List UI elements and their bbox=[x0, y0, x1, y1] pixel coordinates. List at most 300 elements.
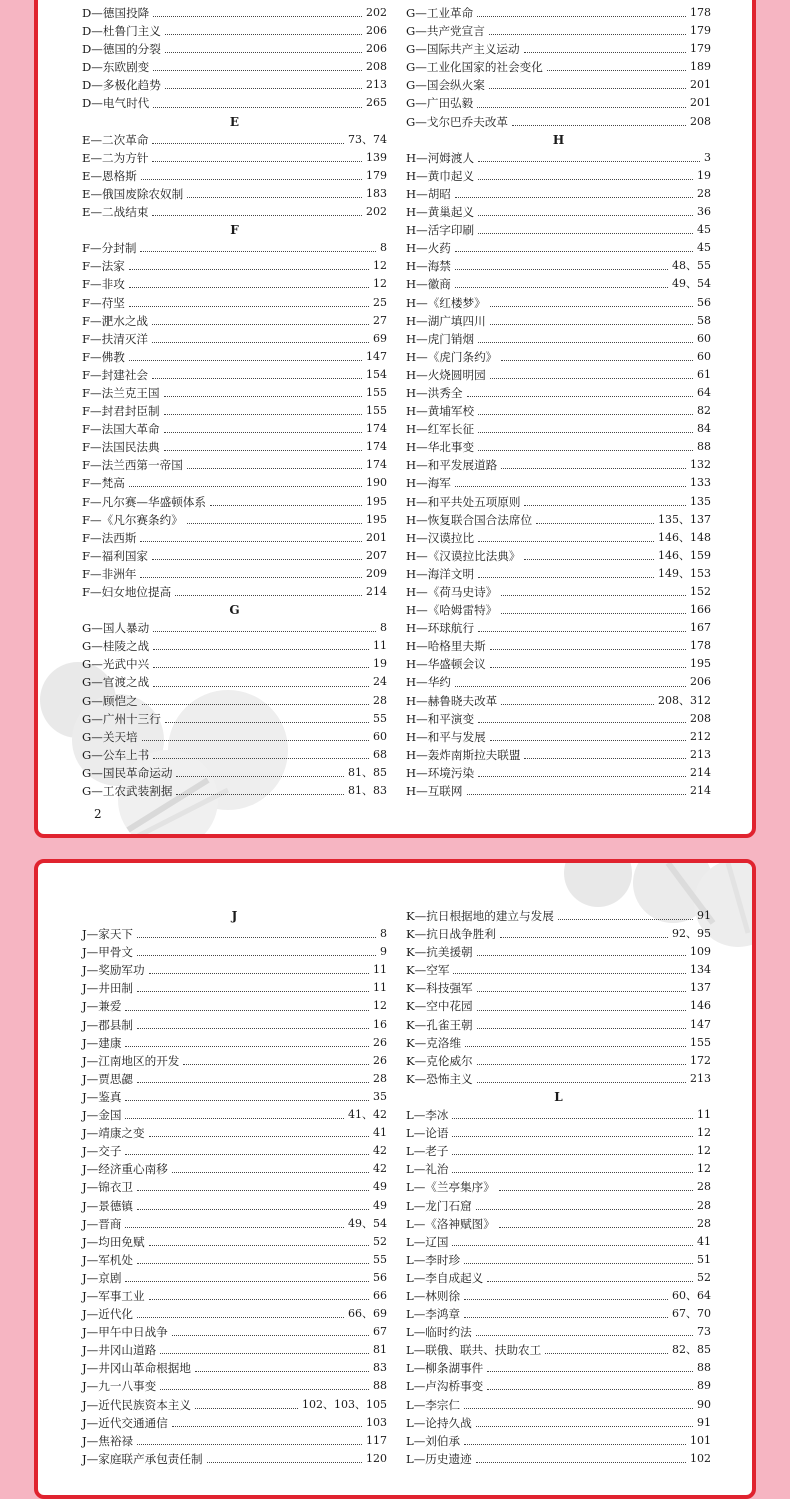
index-entry bbox=[406, 601, 711, 619]
index-term: G—工农武装割据 bbox=[82, 784, 173, 799]
dot-leader bbox=[140, 576, 362, 578]
index-term: H—黄埔军校 bbox=[406, 404, 475, 419]
page-reference: 179 bbox=[690, 42, 711, 56]
dot-leader bbox=[183, 1063, 369, 1065]
page-reference: 24 bbox=[373, 675, 387, 689]
dot-leader bbox=[452, 1117, 693, 1119]
index-entry bbox=[406, 1269, 711, 1287]
index-entry bbox=[82, 149, 387, 167]
page-reference: 28 bbox=[697, 186, 711, 200]
page-reference: 41 bbox=[373, 1126, 387, 1140]
index-term: J—九一八事变 bbox=[82, 1379, 157, 1394]
dot-leader bbox=[477, 1027, 686, 1029]
page-reference: 146、159 bbox=[658, 548, 711, 562]
page-reference: 19 bbox=[697, 168, 711, 182]
dot-leader bbox=[476, 1334, 693, 1336]
index-term: H—赫鲁晓夫改革 bbox=[406, 693, 498, 708]
index-term: G—光武中兴 bbox=[82, 657, 150, 672]
index-term: K—恐怖主义 bbox=[406, 1071, 473, 1086]
index-entry bbox=[406, 746, 711, 764]
index-term: D—电气时代 bbox=[82, 96, 150, 111]
index-term: F—法兰克王国 bbox=[82, 385, 160, 400]
index-term: J—焦裕禄 bbox=[82, 1433, 134, 1448]
dot-leader bbox=[153, 69, 362, 71]
page-reference: 214 bbox=[690, 784, 711, 798]
page-reference: 146、148 bbox=[658, 530, 711, 544]
dot-leader bbox=[489, 87, 686, 89]
dot-leader bbox=[137, 1262, 369, 1264]
index-term: H—华盛顿会议 bbox=[406, 657, 486, 672]
index-entry bbox=[82, 330, 387, 348]
dot-leader bbox=[149, 1244, 369, 1246]
page-reference: 195 bbox=[690, 657, 711, 671]
page-reference: 208 bbox=[690, 711, 711, 725]
index-term: J—井冈山道路 bbox=[82, 1343, 157, 1358]
index-entry bbox=[82, 1034, 387, 1052]
index-term: J—家天下 bbox=[82, 927, 134, 942]
page-reference: 45 bbox=[697, 223, 711, 237]
index-term: D—多极化趋势 bbox=[82, 78, 161, 93]
index-entry bbox=[82, 1359, 387, 1377]
index-term: H—和平发展道路 bbox=[406, 458, 498, 473]
page-reference: 167 bbox=[690, 621, 711, 635]
page-reference: 214 bbox=[690, 765, 711, 779]
page-reference: 55 bbox=[373, 711, 387, 725]
index-entry bbox=[82, 511, 387, 529]
page-reference: 206 bbox=[690, 675, 711, 689]
dot-leader bbox=[137, 1027, 369, 1029]
index-entry bbox=[406, 221, 711, 239]
index-term: L—《洛神赋图》 bbox=[406, 1216, 495, 1231]
page-reference: 89 bbox=[697, 1379, 711, 1393]
dot-leader bbox=[487, 1370, 693, 1372]
dot-leader bbox=[164, 431, 362, 433]
index-term: D—德国投降 bbox=[82, 6, 150, 20]
index-entry bbox=[406, 149, 711, 167]
index-entry bbox=[406, 493, 711, 511]
dot-leader bbox=[501, 594, 686, 596]
page-reference: 12 bbox=[697, 1144, 711, 1158]
index-term: F—福利国家 bbox=[82, 548, 149, 563]
dot-leader bbox=[455, 286, 668, 288]
page-reference: 81、85 bbox=[348, 765, 387, 779]
dot-leader bbox=[464, 1443, 686, 1445]
index-term: F—苻坚 bbox=[82, 295, 125, 310]
index-entry bbox=[406, 1414, 711, 1432]
index-entry bbox=[82, 94, 387, 112]
page-reference: 178 bbox=[690, 639, 711, 653]
page-reference: 35 bbox=[373, 1089, 387, 1103]
index-entry bbox=[82, 348, 387, 366]
dot-leader bbox=[501, 359, 693, 361]
index-term: L—历史遗迹 bbox=[406, 1451, 472, 1466]
index-term: K—抗日根据地的建立与发展 bbox=[406, 909, 554, 923]
page-reference: 92、95 bbox=[672, 927, 711, 941]
dot-leader bbox=[152, 214, 362, 216]
page-reference: 19 bbox=[373, 657, 387, 671]
page-reference: 12 bbox=[373, 259, 387, 273]
page-reference: 28 bbox=[697, 1198, 711, 1212]
index-term: K—克伦威尔 bbox=[406, 1053, 473, 1068]
index-entry bbox=[82, 257, 387, 275]
page-reference: 42 bbox=[373, 1162, 387, 1176]
index-term: H—互联网 bbox=[406, 784, 463, 799]
index-entry bbox=[82, 746, 387, 764]
index-entry bbox=[82, 167, 387, 185]
index-term: H—汉谟拉比 bbox=[406, 530, 475, 545]
page-reference: 201 bbox=[366, 530, 387, 544]
page-reference: 60 bbox=[697, 349, 711, 363]
dot-leader bbox=[172, 1171, 369, 1173]
index-entry bbox=[406, 673, 711, 691]
index-entry bbox=[82, 1016, 387, 1034]
index-entry bbox=[406, 40, 711, 58]
dot-leader bbox=[478, 178, 693, 180]
page-reference: 109 bbox=[690, 945, 711, 959]
index-entry bbox=[82, 1106, 387, 1124]
index-term: G—官渡之战 bbox=[82, 675, 150, 690]
page-reference: 49、54 bbox=[672, 277, 711, 291]
index-term: H—海禁 bbox=[406, 259, 451, 274]
index-term: L—辽国 bbox=[406, 1234, 449, 1249]
dot-leader bbox=[176, 793, 344, 795]
page-reference: 201 bbox=[690, 96, 711, 110]
index-entry bbox=[82, 1070, 387, 1088]
dot-leader bbox=[478, 232, 693, 234]
page-reference: 66 bbox=[373, 1288, 387, 1302]
dot-leader bbox=[490, 377, 693, 379]
dot-leader bbox=[478, 775, 686, 777]
index-entry bbox=[406, 474, 711, 492]
index-entry bbox=[82, 925, 387, 943]
page-reference: 88 bbox=[373, 1379, 387, 1393]
index-entry bbox=[406, 366, 711, 384]
page-reference: 155 bbox=[690, 1035, 711, 1049]
index-entry bbox=[82, 384, 387, 402]
letter-section-header: H bbox=[552, 132, 565, 147]
page-reference: 147 bbox=[690, 1017, 711, 1031]
index-column-right bbox=[406, 4, 711, 800]
index-term: G—关天培 bbox=[82, 729, 138, 744]
dot-leader bbox=[137, 936, 376, 938]
index-term: H—河姆渡人 bbox=[406, 150, 475, 165]
dot-leader bbox=[187, 467, 362, 469]
index-entry bbox=[82, 1215, 387, 1233]
dot-leader bbox=[558, 918, 693, 920]
dot-leader bbox=[524, 558, 654, 560]
index-term: E—二为方针 bbox=[82, 150, 149, 165]
index-entry bbox=[82, 943, 387, 961]
index-term: K—空中花园 bbox=[406, 999, 473, 1014]
dot-leader bbox=[477, 106, 686, 108]
index-entry bbox=[82, 710, 387, 728]
page-reference: 213 bbox=[690, 747, 711, 761]
index-entry bbox=[406, 185, 711, 203]
index-entry bbox=[82, 438, 387, 456]
page-reference: 206 bbox=[366, 42, 387, 56]
index-column-left bbox=[82, 907, 387, 1468]
page-reference: 202 bbox=[366, 6, 387, 19]
page-reference: 189 bbox=[690, 60, 711, 74]
dot-leader bbox=[137, 1081, 369, 1083]
dot-leader bbox=[489, 33, 686, 35]
index-term: L—李宗仁 bbox=[406, 1397, 461, 1412]
dot-leader bbox=[477, 1081, 686, 1083]
page-reference: 42 bbox=[373, 1144, 387, 1158]
page-reference: 49 bbox=[373, 1180, 387, 1194]
page-reference: 8 bbox=[380, 621, 387, 635]
index-term: L—李冰 bbox=[406, 1108, 449, 1123]
index-term: G—桂陵之战 bbox=[82, 639, 150, 654]
page-reference: 195 bbox=[366, 512, 387, 526]
index-term: L—李时珍 bbox=[406, 1252, 461, 1267]
index-term: J—鉴真 bbox=[82, 1089, 122, 1104]
index-entry bbox=[82, 547, 387, 565]
page-reference: 16 bbox=[373, 1017, 387, 1031]
dot-leader bbox=[467, 395, 694, 397]
page-reference: 212 bbox=[690, 729, 711, 743]
page-reference: 12 bbox=[373, 277, 387, 291]
page-reference: 209 bbox=[366, 566, 387, 580]
index-term: F—法国民法典 bbox=[82, 440, 160, 455]
dot-leader bbox=[125, 1226, 344, 1228]
dot-leader bbox=[152, 341, 369, 343]
index-entry bbox=[406, 619, 711, 637]
index-term: H—洪秀全 bbox=[406, 385, 463, 400]
page-reference: 36 bbox=[697, 205, 711, 219]
index-term: H—《荷马史诗》 bbox=[406, 585, 498, 599]
dot-leader bbox=[137, 1189, 369, 1191]
index-term: G—戈尔巴乔夫改革 bbox=[406, 114, 509, 129]
dot-leader bbox=[545, 1352, 668, 1354]
index-term: F—凡尔赛—华盛顿体系 bbox=[82, 494, 206, 509]
index-term: G—工业化国家的社会变化 bbox=[406, 60, 543, 75]
dot-leader bbox=[165, 51, 362, 53]
dot-leader bbox=[152, 377, 362, 379]
index-term: H—《虎门条约》 bbox=[406, 349, 498, 364]
index-entry bbox=[82, 239, 387, 257]
dot-leader bbox=[153, 630, 376, 632]
page-reference: 8 bbox=[380, 927, 387, 941]
dot-leader bbox=[490, 739, 686, 741]
index-entry bbox=[406, 1341, 711, 1359]
index-entry bbox=[82, 366, 387, 384]
index-entry bbox=[406, 275, 711, 293]
index-term: F—法家 bbox=[82, 259, 125, 274]
dot-leader bbox=[165, 33, 362, 35]
index-term: E—二战结束 bbox=[82, 205, 149, 220]
index-term: L—李自成起义 bbox=[406, 1270, 484, 1285]
page-reference: 88 bbox=[697, 1361, 711, 1375]
index-term: H—恢复联合国合法席位 bbox=[406, 512, 533, 527]
page-reference: 149、153 bbox=[658, 566, 711, 580]
dot-leader bbox=[125, 1117, 344, 1119]
page-reference: 214 bbox=[366, 585, 387, 598]
index-entry bbox=[406, 1106, 711, 1124]
index-entry bbox=[82, 1197, 387, 1215]
index-entry bbox=[82, 728, 387, 746]
index-term: H—火药 bbox=[406, 241, 451, 256]
index-term: H—黄巾起义 bbox=[406, 168, 475, 183]
page-reference: 132 bbox=[690, 458, 711, 472]
page-reference: 208 bbox=[366, 60, 387, 74]
index-entry bbox=[406, 1233, 711, 1251]
page-reference: 41、42 bbox=[348, 1108, 387, 1122]
page-reference: 82、85 bbox=[672, 1343, 711, 1357]
index-term: L—刘伯承 bbox=[406, 1433, 461, 1448]
index-term: L—论语 bbox=[406, 1126, 449, 1141]
dot-leader bbox=[152, 323, 369, 325]
index-entry bbox=[82, 1142, 387, 1160]
page-reference: 11 bbox=[373, 963, 387, 977]
index-entry bbox=[406, 1396, 711, 1414]
dot-leader bbox=[465, 1045, 686, 1047]
dot-leader bbox=[137, 990, 369, 992]
index-entry bbox=[406, 728, 711, 746]
index-term: J—家庭联产承包责任制 bbox=[82, 1451, 203, 1466]
dot-leader bbox=[153, 648, 369, 650]
letter-section-header: L bbox=[554, 1089, 563, 1104]
index-entry bbox=[82, 474, 387, 492]
dot-leader bbox=[210, 504, 362, 506]
index-entry bbox=[82, 402, 387, 420]
index-term: K—科技强军 bbox=[406, 981, 473, 996]
page-reference: 139 bbox=[366, 150, 387, 164]
dot-leader bbox=[464, 1316, 668, 1318]
dot-leader bbox=[478, 630, 686, 632]
index-term: E—二次革命 bbox=[82, 132, 149, 147]
index-term: J—兼爱 bbox=[82, 999, 122, 1014]
index-entry bbox=[406, 294, 711, 312]
index-entry bbox=[406, 692, 711, 710]
dot-leader bbox=[478, 214, 693, 216]
index-entry bbox=[82, 275, 387, 293]
dot-leader bbox=[490, 666, 686, 668]
dot-leader bbox=[478, 576, 654, 578]
page-reference: 155 bbox=[366, 404, 387, 418]
index-term: G—公车上书 bbox=[82, 747, 150, 762]
index-term: J—锦衣卫 bbox=[82, 1180, 134, 1195]
index-entry bbox=[406, 1450, 711, 1468]
index-term: G—国人暴动 bbox=[82, 621, 150, 636]
index-term: D—杜鲁门主义 bbox=[82, 24, 161, 39]
index-term: K—克洛维 bbox=[406, 1035, 462, 1050]
dot-leader bbox=[164, 413, 362, 415]
dot-leader bbox=[477, 1009, 686, 1011]
index-term: G—国民革命运动 bbox=[82, 765, 173, 780]
index-entry bbox=[406, 330, 711, 348]
dot-leader bbox=[175, 594, 362, 596]
index-term: H—徽商 bbox=[406, 277, 451, 292]
index-term: H—和平演变 bbox=[406, 711, 475, 726]
index-entry bbox=[406, 1070, 711, 1088]
index-term: G—广州十三行 bbox=[82, 711, 161, 726]
index-entry bbox=[406, 907, 711, 925]
dot-leader bbox=[477, 954, 686, 956]
index-entry bbox=[82, 493, 387, 511]
index-entry bbox=[82, 1396, 387, 1414]
index-term: K—孔雀王朝 bbox=[406, 1017, 473, 1032]
index-entry bbox=[82, 1414, 387, 1432]
index-entry bbox=[406, 384, 711, 402]
index-term: H—和平与发展 bbox=[406, 729, 486, 744]
page-reference: 102、103、105 bbox=[302, 1397, 387, 1411]
dot-leader bbox=[490, 648, 686, 650]
dot-leader bbox=[455, 250, 693, 252]
page-reference: 213 bbox=[690, 1071, 711, 1085]
dot-leader bbox=[501, 703, 654, 705]
index-entry bbox=[82, 22, 387, 40]
index-entry bbox=[406, 94, 711, 112]
page-reference: 48、55 bbox=[672, 259, 711, 273]
page-reference: 183 bbox=[366, 186, 387, 200]
page-reference: 202 bbox=[366, 205, 387, 219]
dot-leader bbox=[137, 1316, 344, 1318]
page-reference: 11 bbox=[697, 1108, 711, 1122]
index-entry bbox=[82, 583, 387, 601]
index-entry bbox=[82, 997, 387, 1015]
dot-leader bbox=[476, 1425, 693, 1427]
dot-leader bbox=[125, 1153, 369, 1155]
dot-leader bbox=[452, 1153, 693, 1155]
index-entry bbox=[82, 203, 387, 221]
dot-leader bbox=[149, 972, 369, 974]
dot-leader bbox=[501, 467, 686, 469]
index-entry bbox=[406, 997, 711, 1015]
dot-leader bbox=[153, 15, 362, 17]
dot-leader bbox=[501, 612, 686, 614]
index-entry bbox=[406, 1160, 711, 1178]
dot-leader bbox=[477, 15, 686, 17]
dot-leader bbox=[536, 522, 654, 524]
index-term: D—德国的分裂 bbox=[82, 42, 161, 57]
dot-leader bbox=[195, 1370, 369, 1372]
index-term: L—联俄、联共、扶助农工 bbox=[406, 1343, 542, 1358]
index-entry bbox=[82, 312, 387, 330]
page-reference: 3 bbox=[704, 150, 711, 164]
index-term: F—非攻 bbox=[82, 277, 125, 292]
index-term: H—胡昭 bbox=[406, 186, 451, 201]
index-term: L—卢沟桥事变 bbox=[406, 1379, 484, 1394]
letter-section-header: G bbox=[229, 603, 240, 618]
dot-leader bbox=[137, 1443, 362, 1445]
page-reference: 51 bbox=[697, 1252, 711, 1266]
page-reference: 12 bbox=[373, 999, 387, 1013]
index-term: J—晋商 bbox=[82, 1216, 122, 1231]
dot-leader bbox=[512, 124, 686, 126]
index-term: F—封建社会 bbox=[82, 367, 149, 382]
dot-leader bbox=[477, 1063, 686, 1065]
dot-leader bbox=[464, 1298, 668, 1300]
index-column-left bbox=[82, 4, 387, 800]
dot-leader bbox=[453, 972, 686, 974]
index-entry bbox=[82, 637, 387, 655]
page-reference: 178 bbox=[690, 6, 711, 19]
index-term: H—海军 bbox=[406, 476, 451, 491]
dot-leader bbox=[125, 1099, 369, 1101]
page-reference: 56 bbox=[697, 295, 711, 309]
index-entry bbox=[406, 1034, 711, 1052]
index-entry bbox=[82, 1377, 387, 1395]
index-entry bbox=[406, 438, 711, 456]
page-reference: 102 bbox=[690, 1451, 711, 1465]
index-term: L—龙门石窟 bbox=[406, 1198, 472, 1213]
index-entry bbox=[406, 1124, 711, 1142]
index-term: J—井田制 bbox=[82, 981, 134, 996]
index-term: J—军机处 bbox=[82, 1252, 134, 1267]
dot-leader bbox=[153, 106, 362, 108]
index-entry bbox=[406, 257, 711, 275]
